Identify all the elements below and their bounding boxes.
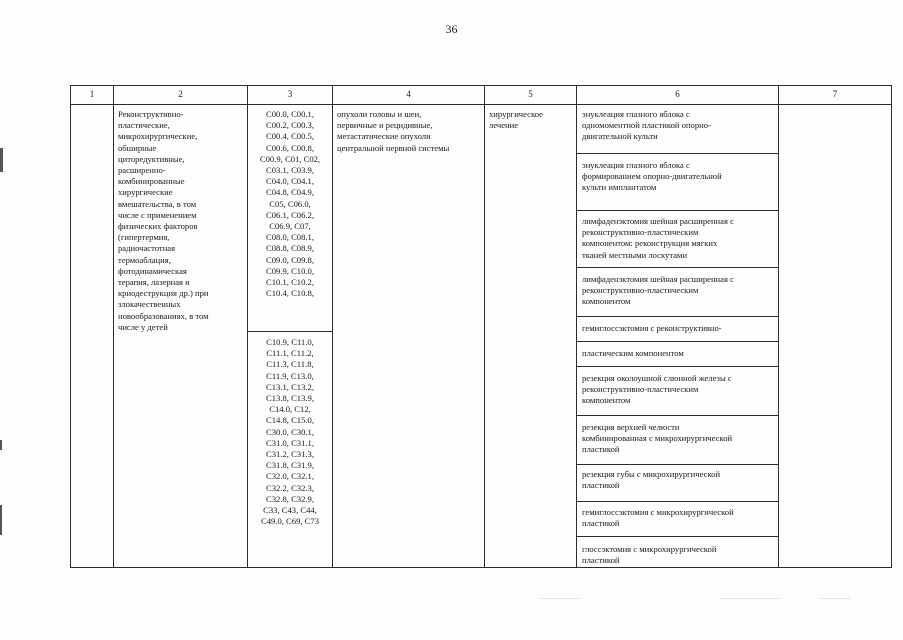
row-number-cell — [71, 105, 114, 568]
diagnosis-text: опухоли головы и шеи, первичные и рецидивные, метастатические опухоли центральной нервной системы — [337, 109, 450, 153]
operation-item: резекция околоушной слюнной железы с реконструктивно-пластическим компонентом — [582, 373, 732, 406]
header-cell: 5 — [485, 86, 577, 105]
operation-item: гемиглоссэктомия с микрохирургической пластикой — [582, 507, 734, 529]
header-cell: 3 — [248, 86, 333, 105]
scan-noise — [540, 598, 580, 599]
treatment-cell — [485, 105, 577, 568]
header-cell: 1 — [71, 86, 114, 105]
icd-codes-part2: C10.9, C11.0, C11.1, C11.2, C11.3, C11.8, C11.9, C13.0, C13.1, C13.2, C13.8, C13.9, C14.0, C12, C14.8, C15.0, C30.0, C30.1, C31.0, C31.1, C31.2, C31.3, C31.8, C31.9, C32.0, C32.1, C32.2, C32.3, C32.8, C32.9, C33, C43, C44, C49.0, C69, C73 — [260, 337, 320, 527]
table-row — [71, 105, 892, 568]
scan-edge-mark — [0, 440, 2, 450]
intervention-type-text: Реконструктивно- пластические, микрохирургические, обширные циторедуктивные, расширенно- комбинированные хирургические вмешательства, в том числе с применением физических факторов (гипертермия, радиочастотная термоаблация, фотодинамическая терапия, лазерная и криодеструкция др.) при злокачественных новообразованиях, в том числе у детей — [118, 109, 209, 332]
header-row — [71, 86, 892, 105]
header-cell: 4 — [333, 86, 485, 105]
header-cell: 2 — [114, 86, 248, 105]
operations-cell — [577, 105, 779, 568]
treatment-text: хирургическое лечение — [489, 109, 543, 131]
tariff-cell — [779, 105, 892, 568]
operation-item: гемиглоссэктомия с реконструктивно- — [582, 323, 722, 333]
scan-edge-mark — [0, 148, 3, 172]
operation-item: глоссэктомия с микрохирургической пластикой — [582, 544, 717, 566]
medical-care-table — [70, 85, 892, 568]
scan-noise — [720, 598, 780, 599]
icd-codes-part1: C00.0, C00.1, C00.2, C00.3, C00.4, C00.5, C00.6, C00.8, C00.9, C01, C02, C03.1, C03.9, C04.0, C04.1, C04.8, C04.9, C05, C06.0, C06.1, C06.2, C06.9, C07, C08.0, C08.1, C08.8, C08.9, C09.0, C09.8, C09.9, C10.0, C10.1, C10.2, C10.4, C10.8, — [259, 109, 321, 299]
icd-codes-cell — [248, 105, 333, 568]
operation-item: резекция верхней челюсти комбинированная с микрохирургической пластикой — [582, 422, 733, 455]
operation-item: энуклеация глазного яблока с формированием опорно-двигательной культи имплантатом — [582, 160, 722, 193]
operation-item: лимфаденэктомия шейная расширенная с реконструктивно-пластическим компонентом — [582, 274, 734, 307]
scan-edge-mark — [0, 505, 2, 535]
tariff-text — [779, 105, 891, 109]
operation-item: лимфаденэктомия шейная расширенная с реконструктивно-пластическим компонентом: реконструкция мягких тканей местными лоскутами — [582, 216, 734, 260]
intervention-type-cell — [114, 105, 248, 568]
operation-item: энуклеация глазного яблока с одномоментной пластикой опорно- двигательной культи — [582, 109, 711, 142]
page-number: 36 — [445, 22, 458, 36]
header-cell: 7 — [779, 86, 892, 105]
diagnosis-cell — [333, 105, 485, 568]
header-cell: 6 — [577, 86, 779, 105]
operation-item: пластическим компонентом — [582, 348, 684, 358]
scan-noise — [820, 598, 850, 599]
operation-item: резекция губы с микрохирургической пластикой — [582, 469, 721, 491]
